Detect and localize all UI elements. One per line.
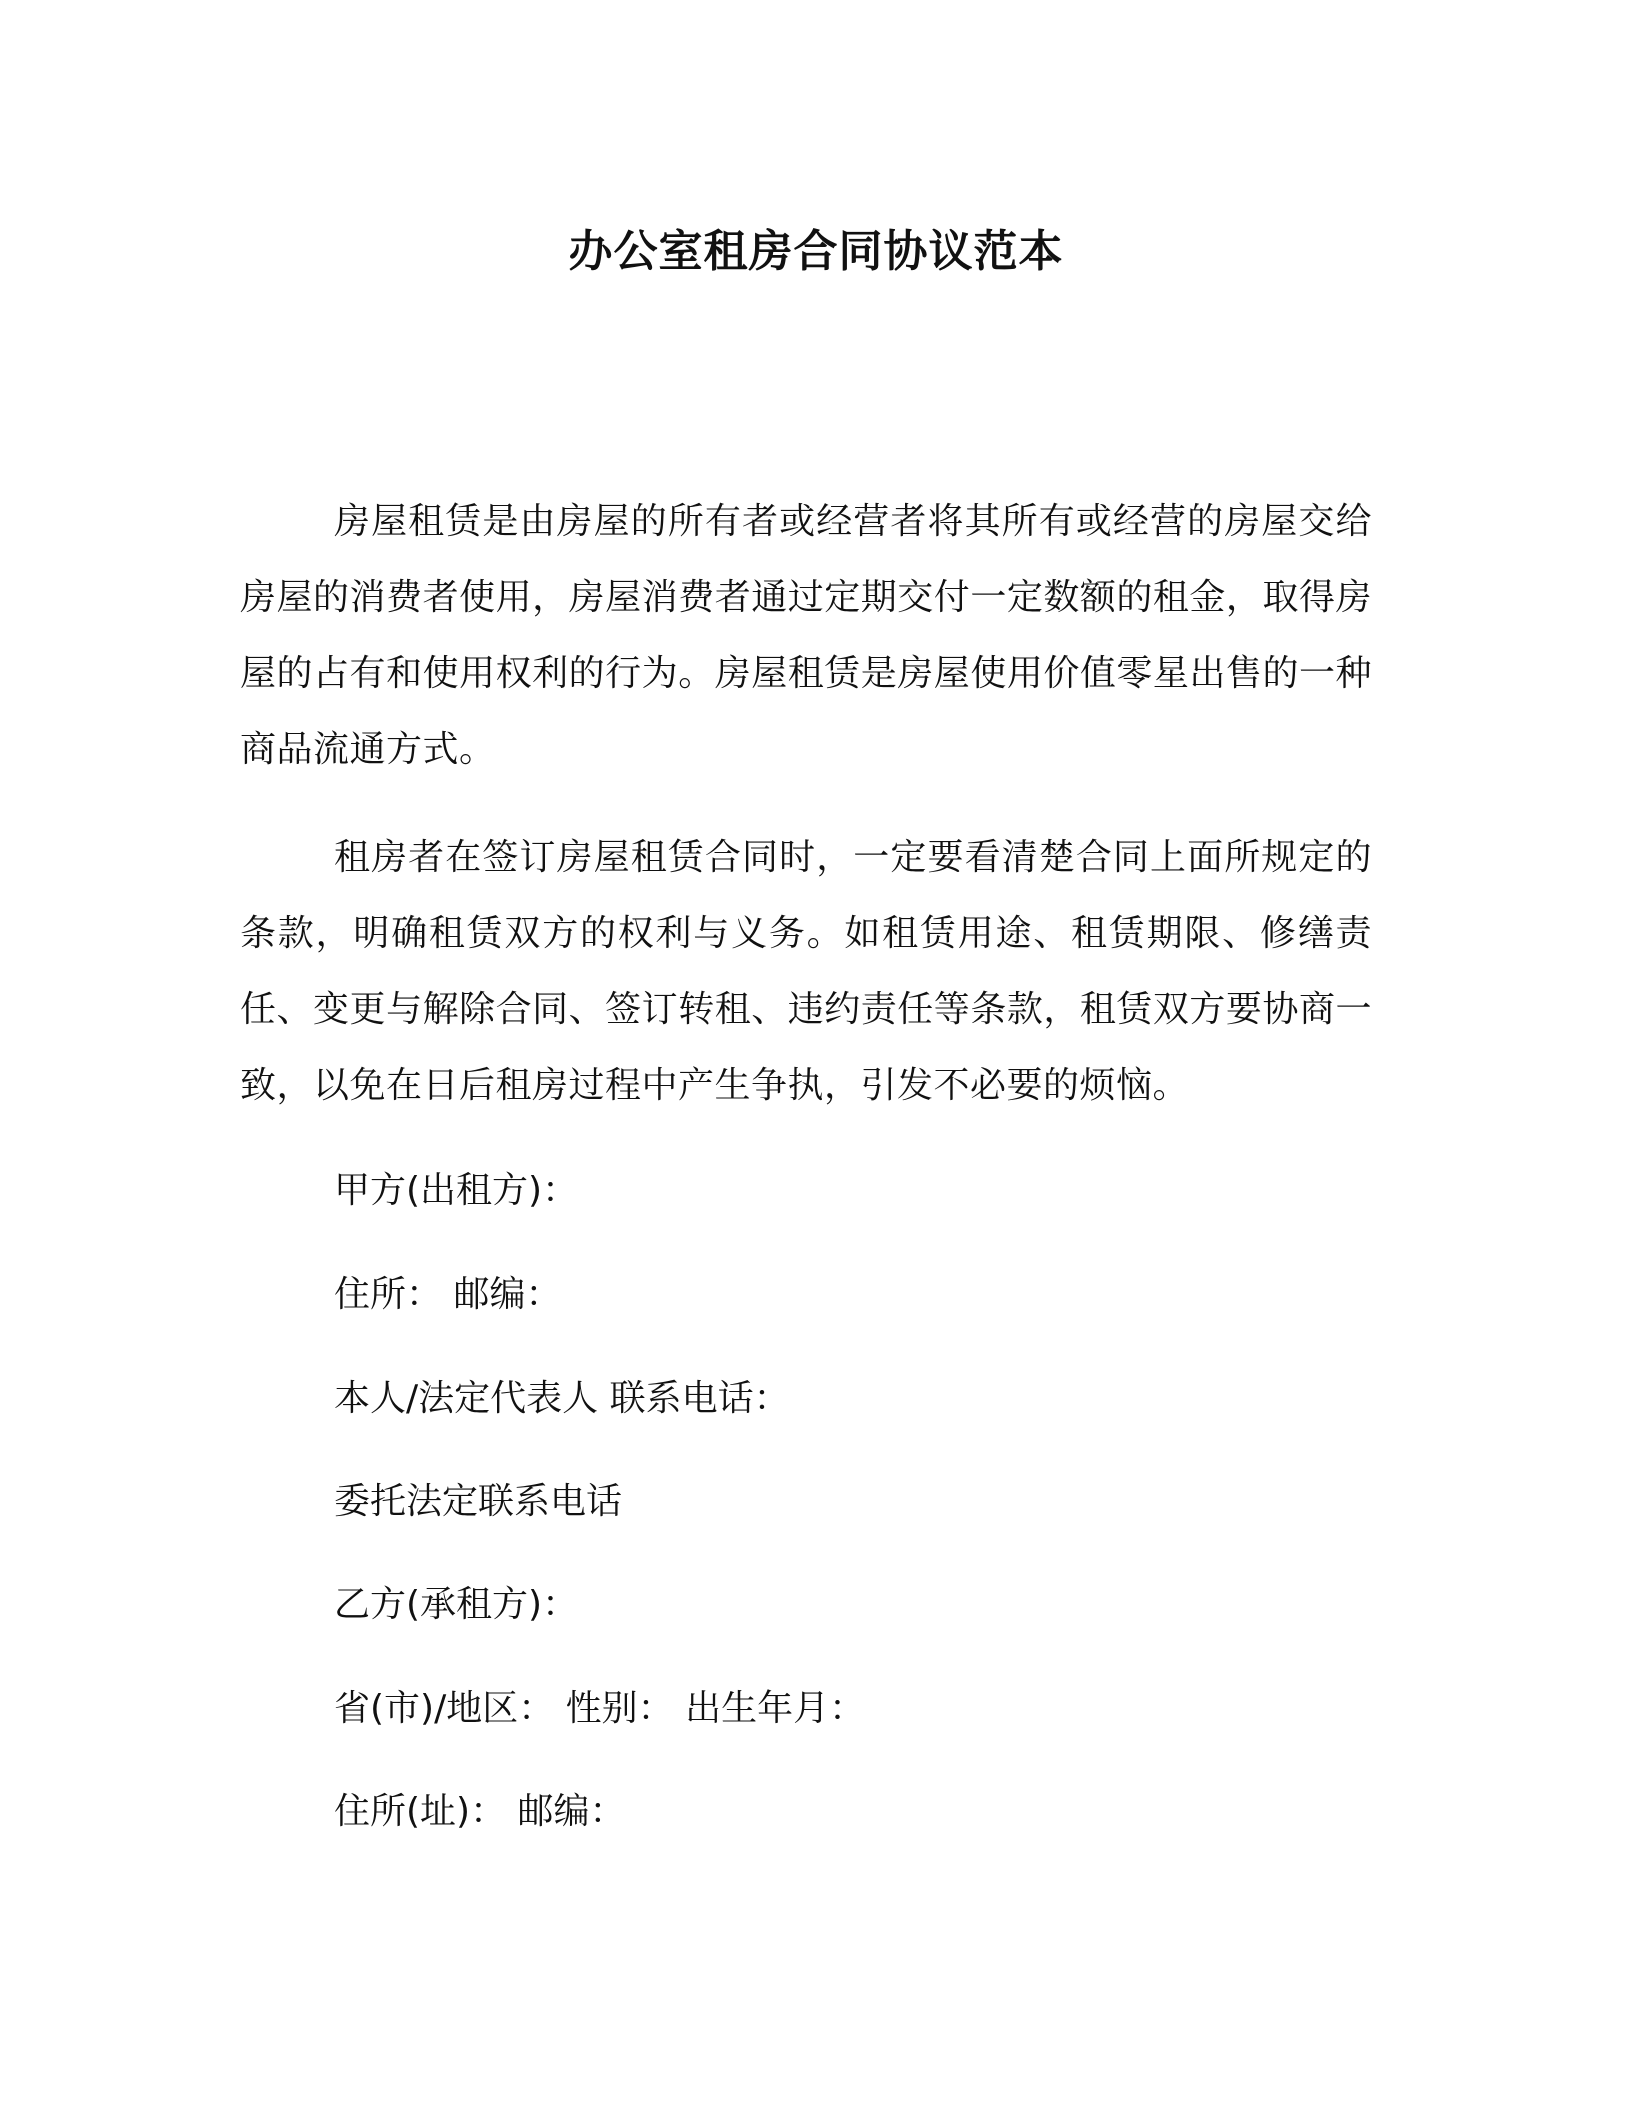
party-b-label: 乙方(承租方)： [334,1584,579,1625]
party-a-label: 甲方(出租方)： [334,1170,579,1211]
intro-paragraph: 房屋租赁是由房屋的所有者或经营者将其所有或经营的房屋交给房屋的消费者使用，房屋消费者通过定期交付一定数额的租金，取得房屋的占有和使用权利的行为。房屋租赁是房屋使用价值零星出售的一种商品流通方式。 [240,501,1372,770]
party-a-agent-phone-label: 委托法定联系电话 [334,1481,623,1522]
document-title: 办公室租房合同协议范本 [568,226,1064,277]
advice-paragraph: 租房者在签订房屋租赁合同时，一定要看清楚合同上面所规定的条款，明确租赁双方的权利与义务。如租赁用途、租赁期限、修缮责任、变更与解除合同、签订转租、违约责任等条款，租赁双方要协商一致，以免在日后租房过程中产生争执，引发不必要的烦恼。 [240,837,1372,1106]
party-b-address-label: 住所(址)： 邮编： [334,1791,626,1832]
party-a-representative-label: 本人/法定代表人 联系电话： [334,1378,790,1419]
party-b-region-label: 省(市)/地区： 性别： 出生年月： [334,1688,866,1729]
party-a-address-label: 住所： 邮编： [334,1274,562,1315]
